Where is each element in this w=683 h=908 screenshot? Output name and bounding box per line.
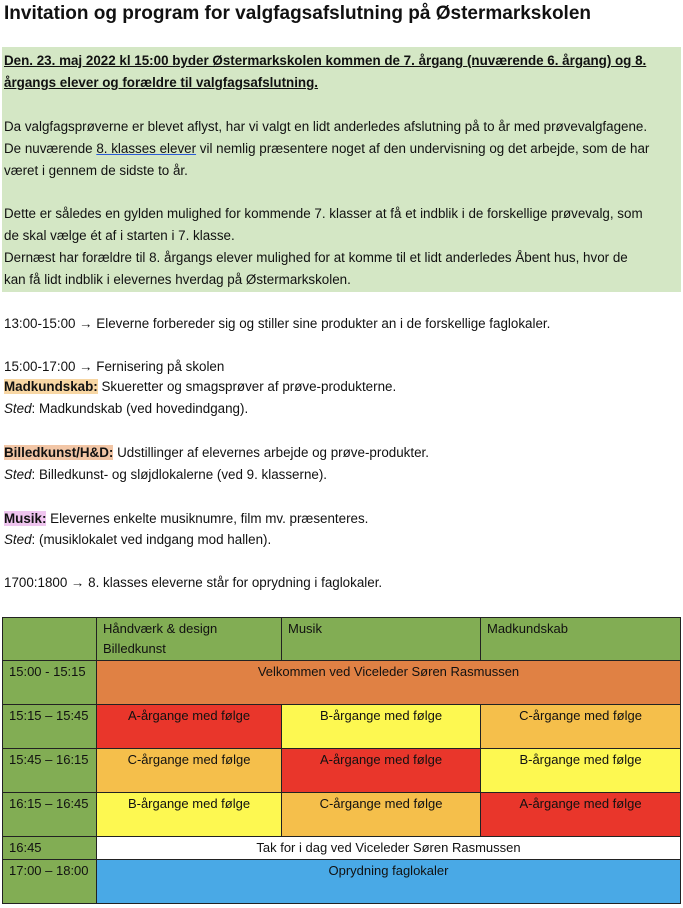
header-empty xyxy=(3,618,97,661)
billedkunst-sted-line: Sted: Billedkunst- og sløjdlokalerne (ved 9. klasserne). xyxy=(4,467,328,482)
slot-cell: C-årgange med følge xyxy=(282,793,481,837)
eighth-grade-link-text: 8. klasses elever xyxy=(96,141,197,156)
header-madkundskab: Madkundskab xyxy=(481,618,681,661)
table-row xyxy=(3,837,681,860)
slot-cell: B-årgange med følge xyxy=(97,793,282,837)
paragraph2-line-3: Dernæst har forældre til 8. årgangs elever mulighed for at komme til et lidt anderledes Åbent hus, hvor de xyxy=(4,250,628,265)
time-cell: 16:15 – 16:45 xyxy=(3,793,97,837)
page-title: Invitation og program for valgfagsafslutning på Østermarkskolen xyxy=(4,3,591,24)
paragraph2-line-2: de skal vælge ét af i starten i 7. klasse. xyxy=(4,228,235,243)
paragraph1-line-1: Da valgfagsprøverne er blevet aflyst, har vi valgt en lidt anderledes afslutning på to år med prøvevalgfagene. xyxy=(4,119,648,134)
intro-line-1: Den. 23. maj 2022 kl 15:00 byder Østermarkskolen kommen de 7. årgang (nuværende 6. årgang) og 8. xyxy=(4,53,647,68)
table-row xyxy=(3,793,681,837)
slot-cell: B-årgange med følge xyxy=(282,705,481,749)
madkundskab-sted-line: Sted: Madkundskab (ved hovedindgang). xyxy=(4,401,249,416)
table-row xyxy=(3,705,681,749)
musik-line: Musik: Elevernes enkelte musiknumre, film mv. præsenteres. xyxy=(4,511,369,526)
schedule-table xyxy=(2,617,681,904)
billedkunst-label: Billedkunst/H&D: xyxy=(4,445,114,460)
table-row xyxy=(3,661,681,705)
schedule-header-row xyxy=(3,618,681,661)
cleanup-cell: Oprydning faglokaler xyxy=(97,860,681,904)
madkundskab-label: Madkundskab: xyxy=(4,379,98,394)
header-haandvaerk: Håndværk & design Billedkunst xyxy=(97,618,282,661)
program-item-2: 15:00-17:00 → Fernisering på skolen xyxy=(4,359,225,374)
intro-line-2: årgangs elever og forældre til valgfagsafslutning. xyxy=(4,75,319,90)
slot-cell: B-årgange med følge xyxy=(481,749,681,793)
thanks-cell: Tak for i dag ved Viceleder Søren Rasmussen xyxy=(97,837,681,860)
slot-cell: C-årgange med følge xyxy=(481,705,681,749)
musik-label: Musik: xyxy=(4,511,47,526)
time-cell: 16:45 xyxy=(3,837,97,860)
slot-cell: A-årgange med følge xyxy=(282,749,481,793)
table-row xyxy=(3,860,681,904)
paragraph1-line-3: været i gennem de sidste to år. xyxy=(4,163,188,178)
program-item-1: 13:00-15:00 → Eleverne forbereder sig og stiller sine produkter an i de forskellige faglokaler. xyxy=(4,316,551,331)
slot-cell: A-årgange med følge xyxy=(97,705,282,749)
program-item-3: 1700:1800 → 8. klasses eleverne står for oprydning i faglokaler. xyxy=(4,575,383,590)
time-cell: 15:15 – 15:45 xyxy=(3,705,97,749)
paragraph1-line-2: De nuværende 8. klasses elever vil nemlig præsentere noget af den undervisning og det arbejde, som de har xyxy=(4,141,650,156)
header-musik: Musik xyxy=(282,618,481,661)
time-cell: 17:00 – 18:00 xyxy=(3,860,97,904)
time-cell: 15:00 - 15:15 xyxy=(3,661,97,705)
welcome-cell: Velkommen ved Viceleder Søren Rasmussen xyxy=(97,661,681,705)
slot-cell: C-årgange med følge xyxy=(97,749,282,793)
madkundskab-line: Madkundskab: Skueretter og smagsprøver af prøve-produkterne. xyxy=(4,379,397,394)
musik-sted-line: Sted: (musiklokalet ved indgang mod hallen). xyxy=(4,532,272,547)
paragraph2-line-1: Dette er således en gylden mulighed for kommende 7. klasser at få et indblik i de forskellige prøvevalg, som xyxy=(4,206,643,221)
time-cell: 15:45 – 16:15 xyxy=(3,749,97,793)
table-row xyxy=(3,749,681,793)
paragraph2-line-4: kan få lidt indblik i elevernes hverdag på Østermarkskolen. xyxy=(4,272,351,287)
slot-cell: A-årgange med følge xyxy=(481,793,681,837)
billedkunst-line: Billedkunst/H&D: Udstillinger af elevernes arbejde og prøve-produkter. xyxy=(4,445,429,460)
